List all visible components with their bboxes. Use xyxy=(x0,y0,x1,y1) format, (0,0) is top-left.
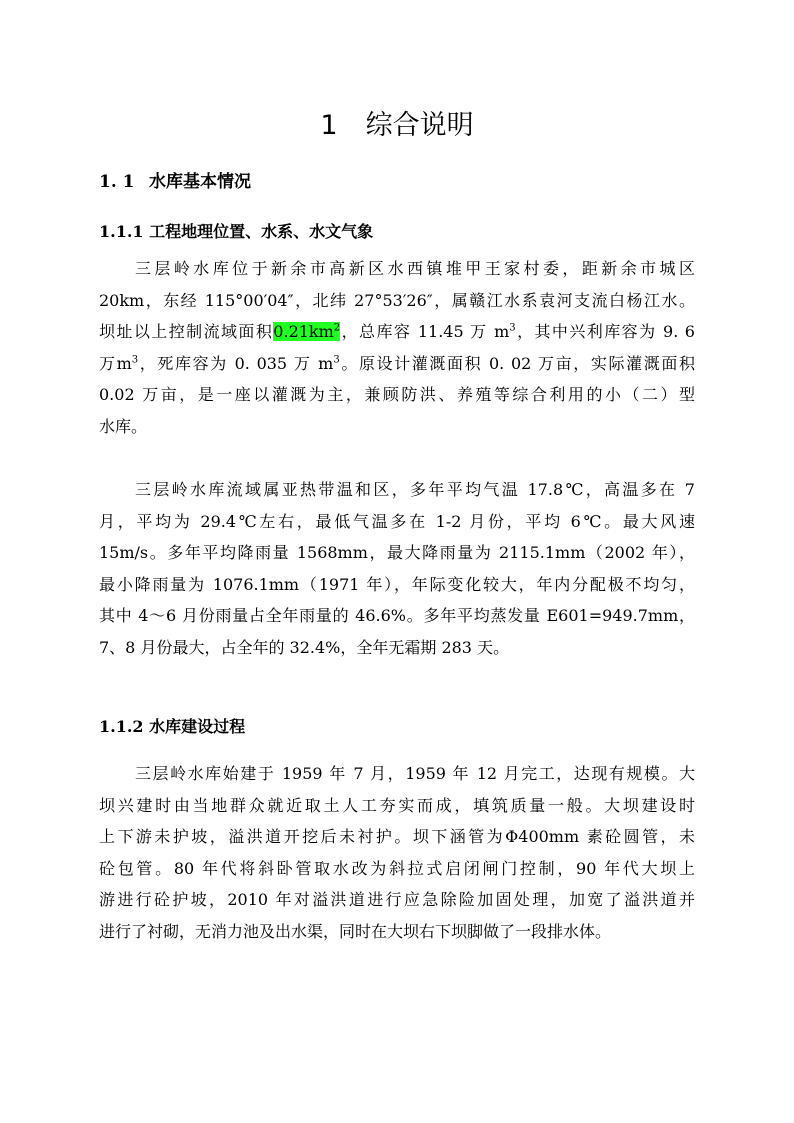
text-line: 20km，东经 115°00′04″，北纬 27°53′26″，属赣江水系袁河支流白杨江水。 xyxy=(99,290,695,310)
text-line xyxy=(99,316,695,348)
text-run: 万m xyxy=(99,353,132,373)
paragraph-climate xyxy=(99,474,695,663)
paragraph-location xyxy=(99,253,695,442)
section-title: 水库基本情况 xyxy=(149,172,251,192)
chapter-title-text: 综合说明 xyxy=(365,110,474,141)
chapter-title xyxy=(0,103,794,142)
superscript: 2 xyxy=(333,322,341,334)
text-line: 上下游未护坡，溢洪道开挖后未衬护。坝下涵管为Φ400mm 素砼圆管，未 xyxy=(99,827,695,846)
subsection-heading-2: 1.1.2 水库建设过程 xyxy=(99,717,246,736)
paragraph-construction xyxy=(99,758,695,947)
section-number: 1. 1 xyxy=(99,172,135,192)
superscript: 3 xyxy=(131,354,139,366)
text-line: 三层岭水库位于新余市高新区水西镇堆甲王家村委，距新余市城区 xyxy=(135,259,695,278)
text-line: 进行了衬砌，无消力池及出水渠，同时在大坝右下坝脚做了一段排水体。 xyxy=(99,921,612,941)
text-run: ，总库容 11.45 万 m xyxy=(340,322,510,341)
highlight-text: 0.21km xyxy=(273,322,334,341)
text-line: 7、8 月份最大，占全年的 32.4%，全年无霜期 283 天。 xyxy=(99,637,510,657)
text-run: 。原设计灌溉面积 0. 02 万亩，实际灌溉面积 xyxy=(339,353,695,373)
section-heading xyxy=(99,167,251,192)
text-run: ，其中兴利库容为 9. 6 xyxy=(515,322,695,341)
text-line: 三层岭水库始建于 1959 年 7 月，1959 年 12 月完工，达现有规模。大 xyxy=(135,764,695,783)
subsection-heading-1: 1.1.1 工程地理位置、水系、水文气象 xyxy=(99,222,374,241)
chapter-number: 1 xyxy=(320,110,338,141)
text-line: 月，平均为 29.4℃左右，最低气温多在 1-2 月份，平均 6℃。最大风速 xyxy=(99,511,695,531)
text-run: 坝址以上控制流域面积 xyxy=(99,322,274,341)
superscript: 3 xyxy=(509,322,516,334)
text-line: 坝兴建时由当地群众就近取土人工夯实而成，填筑质量一般。大坝建设时 xyxy=(99,795,695,815)
text-line: 0.02 万亩，是一座以灌溉为主，兼顾防洪、养殖等综合利用的小（二）型 xyxy=(99,385,695,404)
superscript: 3 xyxy=(333,354,340,366)
text-run: ，死库容为 0. 035 万 m xyxy=(138,353,334,373)
text-line: 三层岭水库流域属亚热带温和区，多年平均气温 17.8℃，高温多在 7 xyxy=(135,480,695,499)
text-line: 其中 4～6 月份雨量占全年雨量的 46.6%。多年平均蒸发量 E601=949.7mm， xyxy=(99,606,695,625)
text-line: 游进行砼护坡，2010 年对溢洪道进行应急除险加固处理，加宽了溢洪道并 xyxy=(99,890,695,909)
highlighted-area-value xyxy=(273,322,340,341)
text-line xyxy=(99,348,695,380)
text-line: 砼包管。80 年代将斜卧管取水改为斜拉式启闭闸门控制，90 年代大坝上 xyxy=(99,858,695,878)
text-line: 水库。 xyxy=(99,416,148,436)
text-line: 最小降雨量为 1076.1mm（1971 年），年际变化较大，年内分配极不均匀， xyxy=(99,574,695,594)
text-line: 15m/s。多年平均降雨量 1568mm，最大降雨量为 2115.1mm（2002 年）， xyxy=(99,543,695,562)
